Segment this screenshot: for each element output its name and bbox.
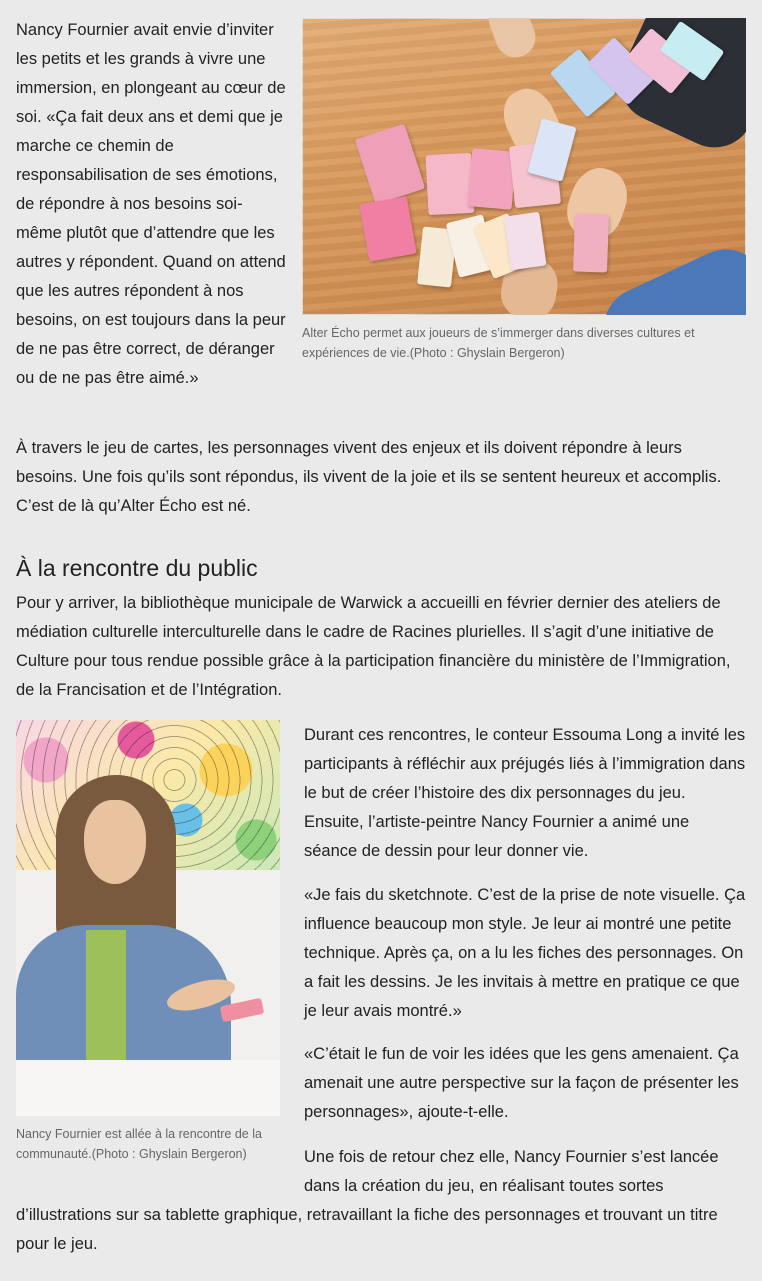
figure-caption-card-game: Alter Écho permet aux joueurs de s’immerger dans diverses cultures et expériences de vie.(Photo : Ghyslain Bergeron)	[302, 326, 695, 360]
paragraph-intro: Nancy Fournier avait envie d’inviter les petits et les grands à vivre une immersion, en plongeant au cœur de soi. «Ça fait deux ans et demi que je marche ce chemin de responsabilisation de ses émotions, de répondre à nos besoins soi-même plutôt que d’attendre que les autres y répondent. Quand on attend que les autres répondent à nos besoins, on est toujours dans la peur de ne pas être correct, de déranger ou de ne pas être aimé.»	[16, 21, 286, 387]
figure-caption-nancy: Nancy Fournier est allée à la rencontre de la communauté.(Photo : Ghyslain Bergeron)	[16, 1127, 262, 1161]
photo-card-game[interactable]	[302, 18, 746, 315]
paragraph-fun-quote: «C’était le fun de voir les idées que les gens amenaient. Ça amenait une autre perspective sur la façon de présenter les personnages», ajoute-t-elle.	[304, 1045, 739, 1121]
paragraph-back-home-continued: d’illustrations sur sa tablette graphique, retravaillant la fiche des personnages et trouvant un titre pour le jeu.	[16, 1206, 718, 1253]
paragraph-sketchnote-quote: «Je fais du sketchnote. C’est de la prise de note visuelle. Ça influence beaucoup mon style. Je leur ai montré une petite technique. Après ça, on a lu les fiches des personnages. On a fait les dessins. Je les invitais à mettre en pratique ce que je leur avais montré.»	[304, 886, 746, 1020]
photo-nancy-fournier[interactable]	[16, 720, 280, 1116]
figure-card-game	[302, 18, 746, 363]
paragraph-meetings: Durant ces rencontres, le conteur Essouma Long a invité les participants à réfléchir aux préjugés liés à l’immigration dans le but de créer l’histoire des dix personnages du jeu. Ensuite, l’artiste-peintre Nancy Fournier a animé une séance de dessin pour leur donner vie.	[304, 726, 746, 860]
section-heading: À la rencontre du public	[16, 555, 258, 581]
paragraph-workshops: Pour y arriver, la bibliothèque municipale de Warwick a accueilli en février dernier des ateliers de médiation culturelle interculturelle dans le cadre de Racines plurielles. Il s’agit d’une initiative de Culture pour tous rendue possible grâce à la participation financière du ministère de l’Immigration, de la Francisation et de l’Intégration.	[16, 594, 731, 699]
figure-nancy-fournier	[16, 720, 280, 1164]
paragraph-card-game: À travers le jeu de cartes, les personnages vivent des enjeux et ils doivent répondre à leurs besoins. Une fois qu’ils sont répondus, ils vivent de la joie et ils se sentent heureux et accomplis. C’est de là qu’Alter Écho est né.	[16, 439, 722, 515]
paragraph-back-home: Une fois de retour chez elle, Nancy Fournier s’est lancée dans la création du jeu, en réalisant toutes sortes	[304, 1148, 719, 1195]
